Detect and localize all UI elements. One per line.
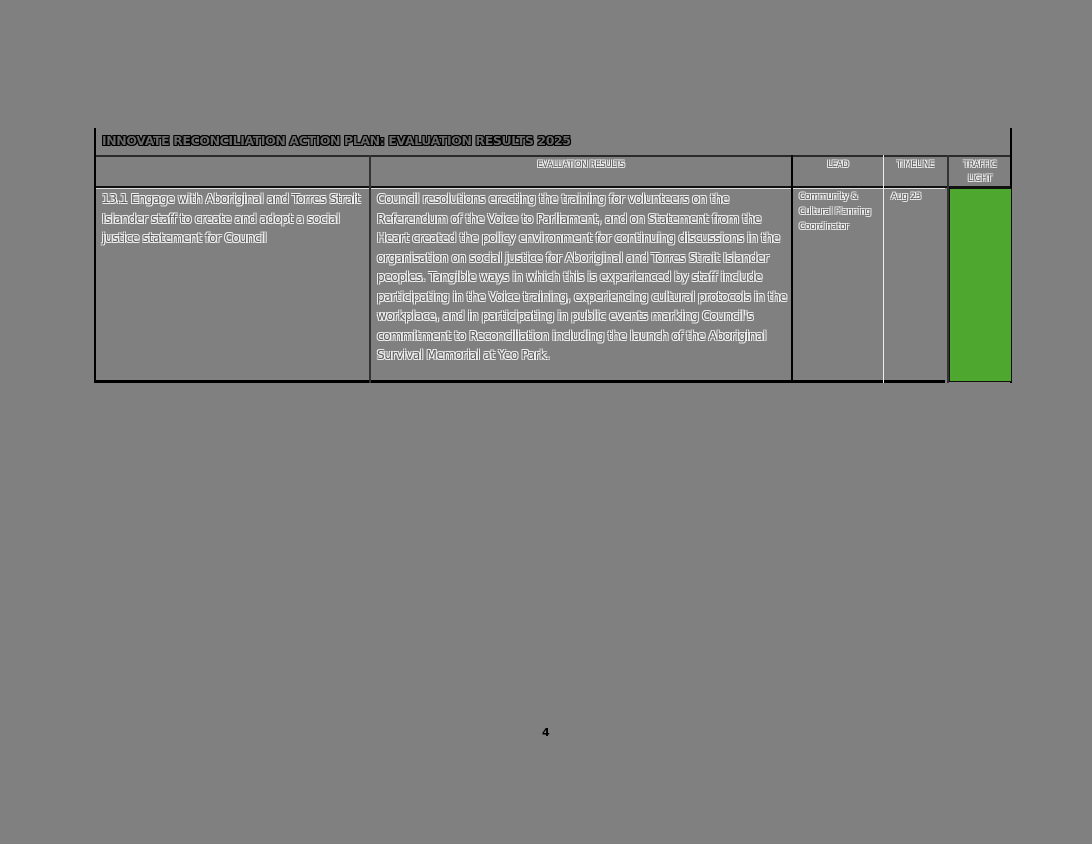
col-divider-2 <box>791 155 793 383</box>
row-timeline: Aug 23 <box>891 192 922 202</box>
document-title: INNOVATE RECONCILIATION ACTION PLAN: EVALUATION RESULTS 2025 <box>102 133 571 148</box>
traffic-light-indicator <box>949 188 1012 382</box>
page-number: 4 <box>542 726 550 739</box>
evaluation-table <box>94 128 1012 383</box>
header-bottom-highlight <box>96 188 945 189</box>
col-divider-1 <box>369 155 371 383</box>
header-top-divider <box>96 155 1010 157</box>
col-divider-3 <box>883 155 884 383</box>
row-evaluation-results: Council resolutions erecting the training for volunteers on the Referendum of the Voice to Parliament, and on Statement from the Heart created the policy environment for continuing discussions in the organisation on social justice for Aboriginal and Torres Strait Islander peoples. Tangible ways in which this is experienced by staff include participating in the Voice training, experiencing cultural protocols in the workplace, and in participating in public events marking Council's commitment to Reconciliation including the launch of the Aboriginal Survival Memorial at Yeo Park. <box>377 192 787 362</box>
header-timeline: TIMELINE <box>897 160 934 170</box>
header-evaluation-results: EVALUATION RESULTS <box>537 160 625 170</box>
header-traffic-light: TRAFFIC LIGHT <box>963 160 997 184</box>
table-bottom-border <box>96 380 945 383</box>
row-lead: Community & Cultural Planning Coordinator <box>799 192 871 232</box>
header-lead: LEAD <box>827 160 849 170</box>
row-action: 13.1 Engage with Aboriginal and Torres Strait Islander staff to create and adopt a social justice statement for Council <box>102 192 361 245</box>
